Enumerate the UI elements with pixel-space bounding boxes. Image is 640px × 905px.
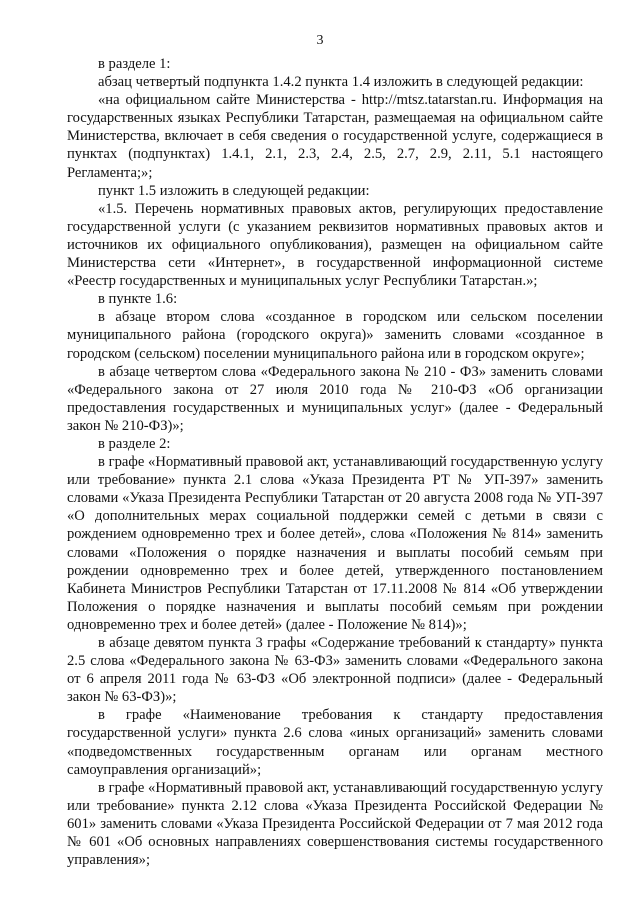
document-body [67, 55, 603, 869]
paragraph-section-1: в разделе 1: [98, 56, 171, 72]
paragraph-abzac-4: в абзаце четвертом слова «Федерального закона № 210 - ФЗ» заменить словами «Федерального закона от 27 июля 2010 года № 210-ФЗ «Об организации предоставления государственных и муниципальных услуг» (далее - Федеральный закон № 210-ФЗ)»; [67, 363, 603, 434]
paragraph-2-12: в графе «Нормативный правовой акт, устанавливающий государственную услугу или требование» пункта 2.12 слова «Указа Президента Российской Федерации № 601» заменить словами «Указа Президента Российской Федерации от 7 мая 2012 года № 601 «Об основных направлениях совершенствования системы государственного управления»; [67, 779, 603, 869]
paragraph-2-1: в графе «Нормативный правовой акт, устанавливающий государственную услугу или требование» пункта 2.1 слова «Указа Президента РТ № УП-397» заменить словами «Указа Президента Республики Татарстан от 20 августа 2008 года № УП-397 «О дополнительных мерах социальной поддержки семей с детьми в связи с рождением одновременно трех и более детей», слова «Положения № 814» заменить словами «Положения о порядке назначения и выплаты пособий семьям при рождении одновременно трех и более детей, утвержденного постановлением Кабинета Министров Республики Татарстан от 17.11.2008 № 814 «Об утверждении Положения о порядке назначения и выплаты пособий семьям при рождении одновременно трех и более детей» (далее - Положение № 814)»; [67, 454, 603, 633]
page-number: 3 [316, 33, 324, 48]
paragraph-2-5: в абзаце девятом пункта 3 графы «Содержание требований к стандарту» пункта 2.5 слова «Федерального закона № 63-ФЗ» заменить словами «Федерального закона от 6 апреля 2011 года № 63-ФЗ «Об электронной подписи» (далее - Федеральный закон № 63-ФЗ)»; [67, 635, 603, 706]
paragraph-abzac-2: в абзаце втором слова «созданное в городском или сельском поселении муниципального района (городского округа)» заменить словами «созданное в городском (сельском) поселении муниципального района или в городском округе»; [67, 309, 603, 362]
paragraph-1-5: пункт 1.5 изложить в следующей редакции: [98, 182, 370, 199]
paragraph-2-6: в графе «Наименование требования к стандарту предоставления государственной услуги» пункта 2.6 слова «иных организаций» заменить словами «подведомственных государственным органам или органам местного самоуправления организаций»; [67, 707, 603, 778]
paragraph-1-4-2: абзац четвертый подпункта 1.4.2 пункта 1.4 изложить в следующей редакции: [98, 74, 584, 91]
paragraph-quote-1-5: «1.5. Перечень нормативных правовых актов, регулирующих предоставление государственной услуги (с указанием реквизитов нормативных правовых актов и источников их официального опубликования), размещен на официальном сайте Министерства сети «Интернет», в государственной информационной системе «Реестр государственных и муниципальных услуг Республики Татарстан.»; [67, 200, 603, 290]
paragraph-1-6: в пункте 1.6: [98, 291, 178, 308]
paragraph-section-2: в разделе 2: [98, 435, 171, 452]
paragraph-quote-website: «на официальном сайте Министерства - http://mtsz.tatarstan.ru. Информация на государственных языках Республики Татарстан, размещаемая на официальном сайте Министерства, включает в себя сведения о государственной услуге, содержащиеся в пунктах (подпунктах) 1.4.1, 2.1, 2.3, 2.4, 2.5, 2.7, 2.9, 2.11, 5.1 настоящего Регламента;»; [67, 92, 603, 181]
